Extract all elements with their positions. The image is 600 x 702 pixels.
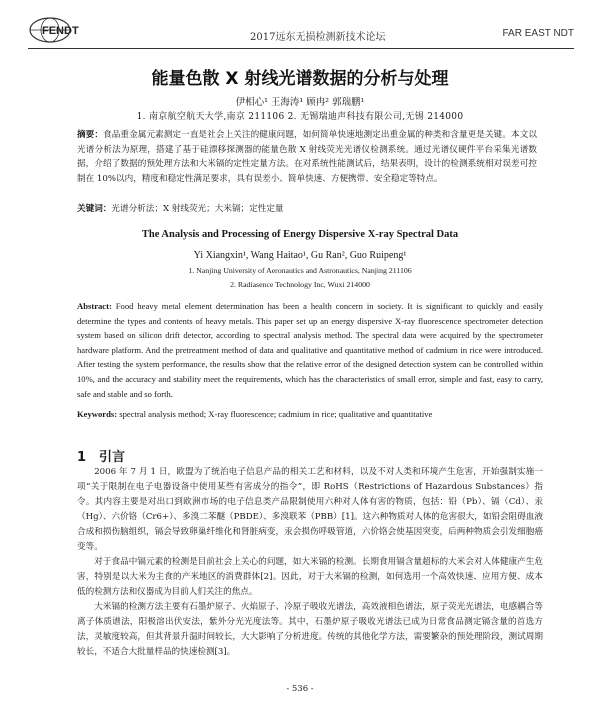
abstract-text-cn: 食品重金属元素测定一直是社会上关注的健康问题，如何简单快速地测定出重金属的种类和含量更是关键。本文以光谱分析法为原理，搭建了基于硅漂移探测器的能量色散 X 射线荧光光谱仪检测系统。通过光谱仪硬件平台采集光谱数据，介绍了数据的预处理方法和大米镉的定性定量方法。在对系统性能测试后，结果表明，设计的检测系统相对误差可控制在 10%以内，精度和稳定性满足要求，具有误差小、简单快速、方便携带、安全稳定等特点。 bbox=[77, 130, 537, 184]
page-header bbox=[28, 18, 574, 49]
conference-logo bbox=[28, 16, 112, 44]
paragraph-2 bbox=[77, 555, 543, 600]
page-number: - 536 - bbox=[286, 684, 314, 694]
paragraph-3-text: 大米镉的检测方法主要有石墨炉原子、火焰原子、冷原子吸收光谱法，高效液相色谱法，原子荧光光谱法，电感耦合等离子体质谱法，阳极溶出伏安法，紫外分光光度法等。其中，石墨炉原子吸收光谱法已成为日常食品测定镉含量的首选方法，灵敏度较高，但其背景升温时间较长，大大影响了分析进度。传统的其他化学方法，需要繁杂的预处理阶段，测试周期较长，不适合大批量样品的快速检测[3]。 bbox=[77, 602, 543, 657]
paragraph-1 bbox=[77, 465, 543, 555]
keywords-text-en: spectral analysis method; X-ray fluorescence; cadmium in rice; qualitative and quantitative bbox=[119, 409, 433, 419]
affiliation-en-2: 2. Radiasence Technology Inc, Wuxi 214000 bbox=[230, 280, 370, 289]
keywords-label-en: Keywords: bbox=[77, 409, 118, 419]
affiliation-en-1: 1. Nanjing University of Aeronautics and Astronautics, Nanjing 211106 bbox=[188, 266, 412, 275]
paragraph-2-text: 对于食品中镉元素的检测是目前社会上关心的问题，如大米镉的检测。长期食用镉含量超标的大米会对人体健康产生危害，特别是以大米为主食的产米地区的消费群体[2]。因此，对于大米镉的检测，如何选用一个高效快速、应用方便、成本低的检测方法和仪器成为目前人们关注的焦点。 bbox=[77, 557, 543, 597]
conference-title: 2017远东无损检测新技术论坛 bbox=[250, 32, 386, 43]
paragraph-3 bbox=[77, 600, 543, 660]
keywords-en bbox=[77, 407, 543, 421]
paragraph-1-text: 2006 年 7 月 1 日，欧盟为了统治电子信息产品的相关工艺和材料，以及不对人类和环境产生危害，开始强制实施一项“关于限制在电子电器设备中使用某些有害成分的指令”，即 RoHS（Restrictions of Hazardous Substances）指令。其内容主要是对出口到欧洲市场的电子信息类产品限制使用六种对人体有害的物质，包括：铅（Pb）、镉（Cd）、汞（Hg）、六价铬（Cr6+）、多溴二苯醚（PBDE）、多溴联苯（PBB）[1]。这六种物质对人体的危害很大，如铅会阻碍血液合成和损伤脑组织，镉会导致卵巢纤维化和肾脏病变，汞会损伤呼吸管道，六价铬会使基因突变，后两种物质会引发细胞癌变等。 bbox=[77, 467, 544, 552]
journal-name: FAR EAST NDT bbox=[502, 28, 574, 39]
abstract-text-en: Food heavy metal element determination has been a health concern in society. It is significant to quickly and easily determine the types and contents of heavy metals. This paper set up an energy dispersive X-ray fluorescence spectrometer detection system based on silicon drift detector, according to spectral analysis method. The spectral data were acquired by the spectrometer hardware platform. And the pretreatment method of data and qualitative and quantitative method of cadmium in rice were introduced. After testing the system performance, the results show that the relative error of the designed detection system can be controlled within 10%, and the accuracy and stability meet the requirements, which has the characteristics of small error, simple and fast, easy to carry, safe and stable and so forth. bbox=[77, 301, 543, 399]
abstract-label-cn: 摘要： bbox=[77, 130, 104, 140]
authors-cn: 伊相心¹ 王海涛¹ 顾冉² 郭瑞鹏¹ bbox=[235, 97, 365, 108]
abstract-label-en: Abstract: bbox=[77, 301, 112, 311]
keywords-text-cn: 光谱分析法；X 射线荧光；大米镉；定性定量 bbox=[111, 204, 284, 214]
svg-text:FENDT: FENDT bbox=[42, 25, 79, 37]
section-number: 1 bbox=[77, 450, 87, 465]
abstract-cn bbox=[77, 128, 537, 186]
paper-title-cn: 能量色散 X 射线光谱数据的分析与处理 bbox=[151, 69, 449, 89]
affiliations-cn: 1. 南京航空航天大学,南京 211106 2. 无锡瑞迪声科技有限公司,无锡 214000 bbox=[136, 112, 464, 122]
keywords-label-cn: 关键词： bbox=[77, 204, 112, 214]
section-title: 引言 bbox=[99, 450, 126, 465]
authors-en: Yi Xiangxin¹, Wang Haitao¹, Gu Ran², Guo Ruipeng¹ bbox=[193, 250, 407, 261]
section-heading bbox=[77, 446, 125, 465]
keywords-cn bbox=[77, 202, 537, 216]
paper-title-en: The Analysis and Processing of Energy Dispersive X-ray Spectral Data bbox=[141, 229, 459, 240]
abstract-en bbox=[77, 299, 543, 401]
